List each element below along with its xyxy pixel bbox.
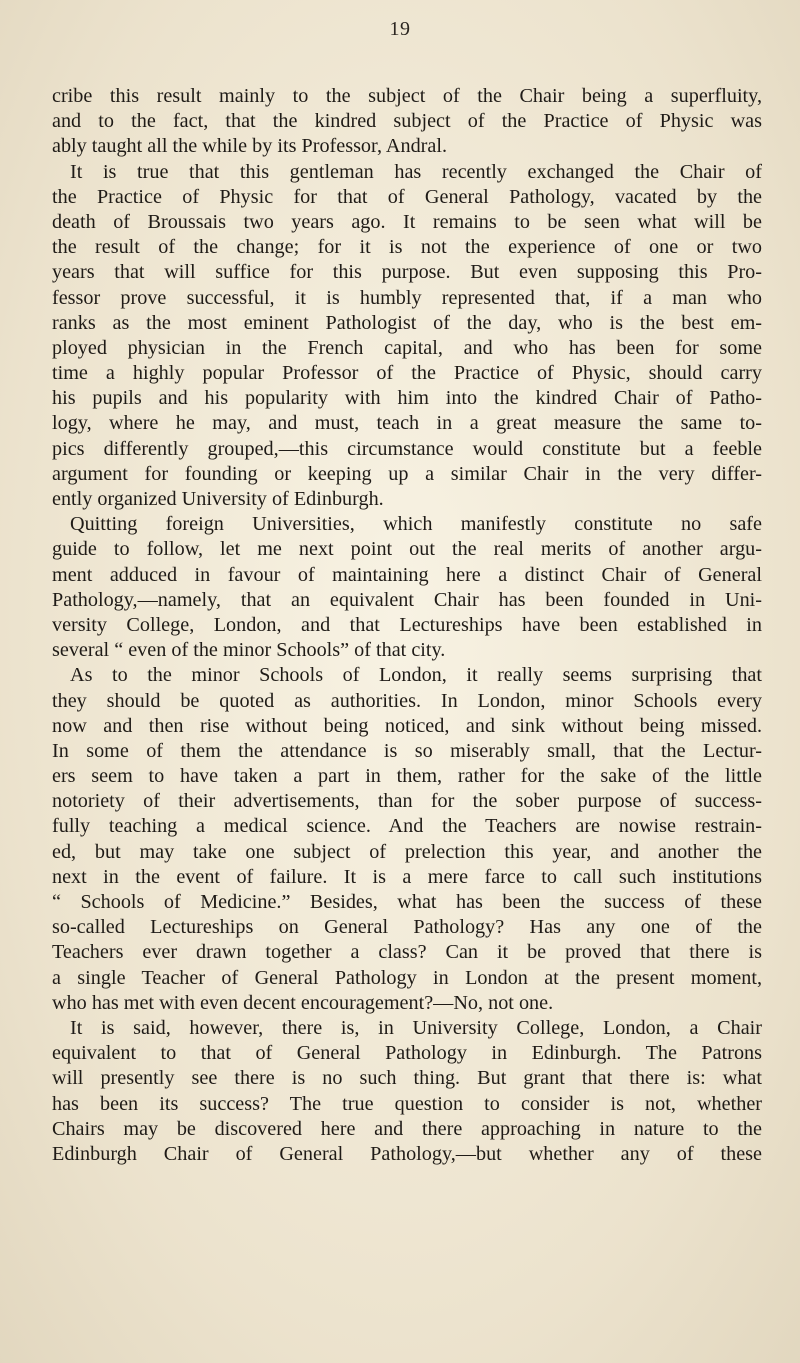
text-line: so-called Lectureships on General Pathology? Has any one of the: [52, 916, 762, 939]
text-line: It is true that this gentleman has recently exchanged the Chair of: [70, 160, 762, 183]
text-line: the result of the change; for it is not the experience of one or two: [52, 236, 762, 259]
text-line: Pathology,—namely, that an equivalent Chair has been founded in Uni-: [52, 588, 762, 611]
text-line: equivalent to that of General Pathology in Edinburgh. The Patrons: [52, 1042, 762, 1065]
text-line: time a highly popular Professor of the Practice of Physic, should carry: [52, 362, 762, 385]
text-line: several “ even of the minor Schools” of that city.: [52, 639, 446, 662]
text-line: In some of them the attendance is so miserably small, that the Lectur-: [52, 739, 762, 762]
text-line: argument for founding or keeping up a similar Chair in the very differ-: [52, 462, 762, 485]
text-line: ently organized University of Edinburgh.: [52, 488, 384, 510]
text-line: the Practice of Physic for that of General Pathology, vacated by the: [52, 185, 762, 208]
text-line: who has met with even decent encouragement?—No, not one.: [52, 991, 554, 1014]
text-line: fully teaching a medical science. And the Teachers are nowise restrain-: [52, 815, 762, 838]
text-line: Teachers ever drawn together a class? Can it be proved that there is: [52, 941, 762, 964]
text-line: ed, but may take one subject of prelection this year, and another the: [52, 840, 762, 863]
text-line: ployed physician in the French capital, and who has been for some: [52, 336, 762, 359]
text-line: pics differently grouped,—this circumstance would constitute but a feeble: [52, 437, 762, 460]
text-line: versity College, London, and that Lectureships have been established in: [52, 613, 762, 636]
text-line: “ Schools of Medicine.” Besides, what has been the success of these: [52, 891, 762, 913]
text-line: fessor prove successful, it is humbly represented that, if a man who: [52, 286, 762, 309]
text-line: ably taught all the while by its Professor, Andral.: [52, 135, 448, 158]
text-line: It is said, however, there is, in University College, London, a Chair: [70, 1016, 762, 1039]
text-line: will presently see there is no such thing. But grant that there is: what: [52, 1067, 762, 1090]
text-line: notoriety of their advertisements, than for the sober purpose of success-: [52, 790, 762, 813]
text-line: As to the minor Schools of London, it really seems surprising that: [70, 664, 762, 687]
text-line: ranks as the most eminent Pathologist of the day, who is the best em-: [52, 311, 762, 334]
text-line: ment adduced in favour of maintaining here a distinct Chair of General: [52, 563, 762, 586]
text-line: and to the fact, that the kindred subject of the Practice of Physic was: [52, 110, 762, 133]
text-line: a single Teacher of General Pathology in London at the present moment,: [52, 966, 762, 989]
page-number: 19: [389, 18, 411, 40]
text-line: cribe this result mainly to the subject of the Chair being a superfluity,: [52, 85, 762, 107]
text-line: his pupils and his popularity with him into the kindred Chair of Patho-: [52, 387, 762, 410]
text-line: ers seem to have taken a part in them, rather for the sake of the little: [52, 765, 762, 788]
text-line: has been its success? The true question to consider is not, whether: [52, 1092, 762, 1115]
text-line: logy, where he may, and must, teach in a great measure the same to-: [52, 412, 762, 435]
text-line: years that will suffice for this purpose. But even supposing this Pro-: [52, 261, 762, 284]
text-line: Quitting foreign Universities, which manifestly constitute no safe: [70, 513, 762, 536]
body-text: [52, 84, 762, 1167]
text-line: guide to follow, let me next point out the real merits of another argu-: [52, 538, 762, 561]
text-line: next in the event of failure. It is a mere farce to call such institutions: [52, 865, 762, 888]
text-line: death of Broussais two years ago. It remains to be seen what will be: [52, 210, 762, 233]
text-line: Chairs may be discovered here and there approaching in nature to the: [52, 1117, 762, 1140]
text-line: they should be quoted as authorities. In London, minor Schools every: [52, 689, 762, 712]
text-line: now and then rise without being noticed, and sink without being missed.: [52, 714, 762, 737]
text-line: Edinburgh Chair of General Pathology,—but whether any of these: [52, 1142, 762, 1165]
